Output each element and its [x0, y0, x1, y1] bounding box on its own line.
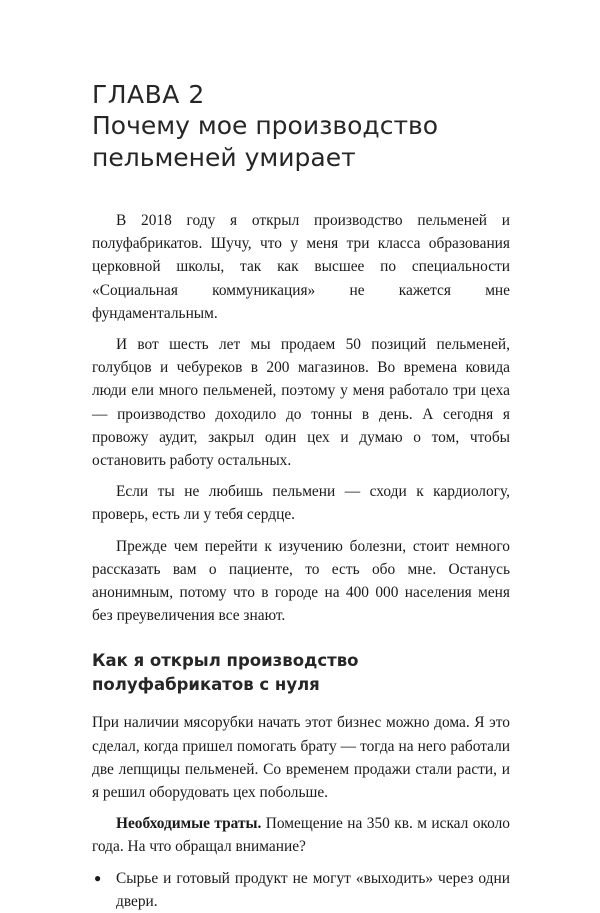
- costs-text: Помещение на 350 кв. м искал около года. На что обращал внимание?: [92, 815, 510, 856]
- paragraph: Если ты не любишь пельмени — сходи к кардиологу, проверь, есть ли у тебя сердце.: [92, 483, 510, 524]
- costs-lead: Необходимые траты.: [116, 815, 262, 833]
- paragraph: Прежде чем перейти к изучению болезни, стоит немного рассказать вам о пациенте, то есть обо мне. Останусь анонимным, потому что в городе на 400 000 населения меня без преувеличения все знают.: [92, 537, 510, 625]
- paragraph: И вот шесть лет мы продаем 50 позиций пельменей, голубцов и чебуреков в 200 магазинов. Во времена ковида люди ели много пельменей, поэтому у меня работало три цеха — производство доходило до тонны в день. А сегодня я провожу аудит, закрыл один цех и думаю о том, чтобы остановить работу остальных.: [92, 336, 510, 470]
- section-heading: Как я открыл производство полуфабрикатов с нуля: [92, 651, 359, 695]
- list-item-text: Сырье и готовый продукт не могут «выходить» через одни двери.: [116, 869, 510, 910]
- chapter-title: Почему мое производство пельменей умирает: [92, 111, 439, 172]
- list-item: [92, 867, 510, 913]
- paragraph: При наличии мясорубки начать этот бизнес можно дома. Я это сделал, когда пришел помогать брату — тогда на него работали две лепщицы пельменей. Со временем продажи стали расти, и я решил оборудовать цех побольше.: [92, 714, 510, 802]
- bullet-icon: ●: [94, 870, 102, 885]
- chapter-body: [92, 209, 510, 913]
- chapter-label: ГЛАВА 2: [92, 80, 205, 109]
- costs-paragraph: [92, 812, 510, 858]
- bullet-list: [92, 867, 510, 913]
- paragraph: В 2018 году я открыл производство пельменей и полуфабрикатов. Шучу, что у меня три класса образования церковной школы, так как высшее по специальности «Социальная коммуникация» не кажется мне фундаментальным.: [92, 212, 510, 322]
